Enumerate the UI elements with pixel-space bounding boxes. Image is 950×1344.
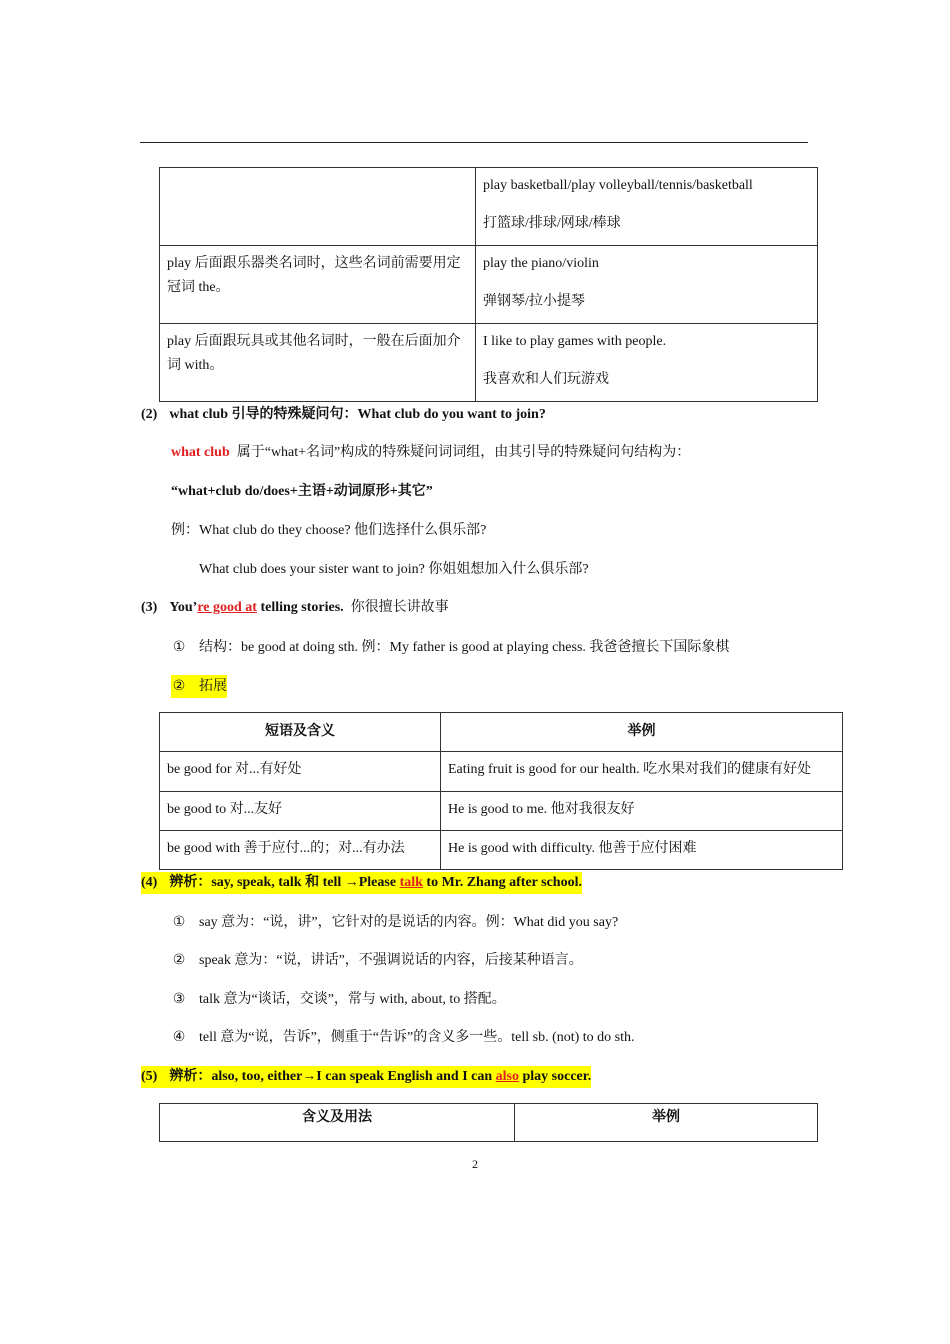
heading-text: play soccer. — [519, 1069, 592, 1084]
column-header: 举例 — [515, 1104, 818, 1142]
header-rule — [140, 142, 808, 143]
column-header: 举例 — [441, 713, 843, 752]
point-text: say 意为：“说，讲”，它针对的是说话的内容。例：What did you say? — [199, 915, 619, 930]
heading-text: 辨析：say, speak, talk 和 tell →Please — [169, 875, 400, 890]
example-cell — [476, 168, 818, 246]
highlight-phrase: talk — [399, 875, 423, 890]
example-cell: He is good with difficulty. 他善于应付困难 — [441, 831, 843, 870]
highlight-phrase: also — [495, 1069, 519, 1084]
section-3-point-1 — [171, 636, 729, 659]
point-text: 拓展 — [199, 679, 227, 694]
phrase-cell: be good to 对...友好 — [160, 792, 441, 831]
circled-number: ② — [172, 952, 186, 968]
heading-text: You’ — [169, 600, 198, 615]
section-4-point-2 — [171, 949, 583, 972]
section-number: (4) — [141, 875, 158, 890]
be-good-phrases-table — [159, 712, 843, 870]
rule-cell: play 后面跟玩具或其他名词时，一般在后面加介词 with。 — [160, 324, 476, 402]
point-text: 结构：be good at doing sth. 例：My father is good at playing chess. 我爸爸擅长下国际象棋 — [199, 640, 730, 655]
example-cell: He is good to me. 他对我很友好 — [441, 792, 843, 831]
section-number: (5) — [141, 1069, 158, 1084]
section-4-point-3 — [171, 988, 506, 1011]
table-row — [160, 168, 818, 246]
section-4-heading — [141, 872, 582, 894]
heading-text: what club 引导的特殊疑问句：What club do you want to join? — [169, 407, 546, 422]
section-2-structure: “what+club do/does+主语+动词原形+其它” — [171, 484, 433, 499]
phrase-cell: be good with 善于应付...的；对...有办法 — [160, 831, 441, 870]
page-number: 2 — [472, 1157, 478, 1171]
section-5-heading — [141, 1066, 591, 1088]
also-too-either-table — [159, 1103, 818, 1142]
example-label: 例： — [171, 523, 199, 538]
heading-zh: 你很擅长讲故事 — [350, 600, 449, 615]
table-row — [160, 792, 843, 831]
point-text: tell 意为“说，告诉”，侧重于“告诉”的含义多一些。tell sb. (not) to do sth. — [199, 1030, 635, 1045]
example-zh: 弹钢琴/拉小提琴 — [483, 294, 585, 309]
section-3-heading — [141, 597, 449, 619]
table-row — [160, 324, 818, 402]
table-row — [160, 246, 818, 324]
example-zh: 我喜欢和人们玩游戏 — [483, 372, 609, 387]
example-cell — [476, 246, 818, 324]
heading-text: 辨析：also, too, either→I can speak English and I can — [169, 1069, 496, 1084]
example-en: play the piano/violin — [483, 256, 599, 271]
heading-text: to Mr. Zhang after school. — [422, 875, 582, 890]
circled-number: ① — [172, 639, 186, 655]
section-2-heading — [141, 404, 546, 426]
section-4-point-4 — [171, 1026, 635, 1049]
table-row — [160, 831, 843, 870]
section-number: (3) — [141, 600, 158, 615]
point-text: talk 意为“谈话，交谈”，常与 with, about, to 搭配。 — [199, 992, 506, 1007]
circled-number: ① — [172, 914, 186, 930]
table-row — [160, 752, 843, 792]
rule-cell — [160, 168, 476, 246]
highlight-phrase: re good at — [197, 600, 257, 615]
example-cell: Eating fruit is good for our health. 吃水果对我们的健康有好处 — [441, 752, 843, 792]
example-text: What club do they choose? 他们选择什么俱乐部? — [199, 523, 487, 538]
column-header: 短语及含义 — [160, 713, 441, 752]
section-4-point-1 — [171, 911, 618, 934]
point-text: speak 意为：“说，讲话”，不强调说话的内容，后接某种语言。 — [199, 953, 583, 968]
section-2-example-1 — [171, 520, 486, 542]
play-usage-table — [159, 167, 818, 402]
highlight-phrase: what club — [171, 445, 230, 460]
circled-number: ④ — [172, 1029, 186, 1045]
heading-text: telling stories. — [256, 600, 344, 615]
example-en: I like to play games with people. — [483, 334, 667, 349]
rule-cell: play 后面跟乐器类名词时，这些名词前需要用定冠词 the。 — [160, 246, 476, 324]
phrase-cell: be good for 对...有好处 — [160, 752, 441, 792]
section-3-point-2 — [171, 675, 227, 698]
example-cell — [476, 324, 818, 402]
section-number: (2) — [141, 407, 158, 422]
section-2-example-2: What club does your sister want to join? 你姐姐想加入什么俱乐部? — [199, 562, 589, 577]
intro-text: 属于“what+名词”构成的特殊疑问词词组，由其引导的特殊疑问句结构为： — [236, 445, 691, 460]
circled-number: ③ — [172, 991, 186, 1007]
table-header-row — [160, 713, 843, 752]
table-header-row — [160, 1104, 818, 1142]
example-en: play basketball/play volleyball/tennis/basketball — [483, 178, 753, 193]
example-zh: 打篮球/排球/网球/棒球 — [483, 216, 621, 231]
circled-number: ② — [172, 678, 186, 694]
section-2-intro — [171, 442, 690, 464]
column-header: 含义及用法 — [160, 1104, 515, 1142]
